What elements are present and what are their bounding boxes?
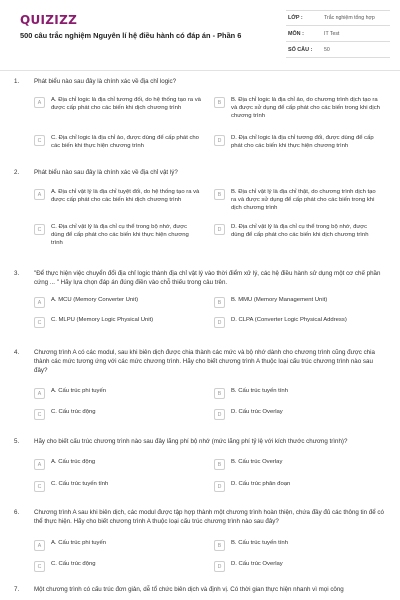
option-c[interactable] (34, 480, 204, 492)
question-number: 2. (14, 169, 20, 176)
option-b[interactable] (214, 387, 384, 399)
question-text: Phát biểu nào sau đây là chính xác về địa chỉ vật lý? (34, 169, 178, 176)
header-divider (0, 70, 400, 71)
option-b[interactable] (214, 296, 384, 308)
question-text: Chương trình A có các modul, sau khi biên dịch được chia thành các mức và bộ nhớ dành cho chương trình cũng được chia thành các mức tương ứng với các mức chương trình. Hãy cho biết chương trình A thuộc loại cấu trúc chương trình nào sau đây? (34, 349, 375, 374)
option-text: C. Địa chỉ logic là địa chỉ ảo, được dùng để cấp phát cho các biến khi thực hiện chương trình (51, 135, 199, 149)
option-text: A. MCU (Memory Converter Unit) (51, 297, 139, 303)
option-c[interactable] (34, 134, 204, 150)
option-letter-box: B (214, 189, 225, 200)
meta-label: SỐ CÂU : (288, 46, 313, 53)
option-d[interactable] (214, 560, 384, 572)
option-letter-box: B (214, 97, 225, 108)
option-text: D. Cấu trúc Overlay (231, 409, 283, 415)
option-letter-box: B (214, 388, 225, 399)
quizizz-logo: QUIZIZZ (20, 13, 78, 27)
option-text: A. Địa chỉ logic là địa chỉ tương đối, do hệ thống tạo ra và được cấp phát cho các biến khi dịch chương trình (51, 97, 201, 111)
option-text: D. CLPA (Converter Logic Physical Address) (231, 317, 347, 323)
question-text: "Để thực hiện việc chuyển đổi địa chỉ logic thành địa chỉ vật lý vào thời điểm xử lý, các hệ điều hành sử dụng một cơ chế phần cứng ... " Hãy lựa chọn đáp án đúng điền vào chỗ thiếu trong câu trên. (34, 270, 381, 286)
option-a[interactable] (34, 539, 204, 551)
option-a[interactable] (34, 96, 204, 112)
option-text: A. Địa chỉ vật lý là địa chỉ tuyệt đối, do hệ thống tạo ra và được cấp phát cho các biến khi dịch chương trình (51, 189, 200, 203)
document-title: 500 câu trắc nghiệm Nguyên lí hệ điều hành có đáp án - Phần 6 (20, 31, 242, 40)
meta-label: MÔN : (288, 30, 304, 37)
question-text: Hãy cho biết cấu trúc chương trình nào sau đây lãng phí bộ nhớ (mức lãng phí tỷ lệ với kích thước chương trình)? (34, 438, 348, 445)
option-letter-box: A (34, 297, 45, 308)
meta-row-subject (286, 26, 390, 42)
option-text: D. Địa chỉ vật lý là địa chỉ cụ thể trong bộ nhớ, được dùng để cấp phát cho các biến khi dịch chương trình (231, 224, 369, 238)
option-text: B. Địa chỉ vật lý là địa chỉ thật, do chương trình dịch tạo ra và được sử dụng để cấp phát cho các biến trong khi dịch chương trình (231, 189, 376, 211)
option-letter-box: C (34, 135, 45, 146)
option-letter-box: A (34, 459, 45, 470)
option-d[interactable] (214, 223, 384, 239)
question-number: 3. (14, 270, 20, 277)
option-b[interactable] (214, 188, 384, 212)
option-letter-box: C (34, 317, 45, 328)
meta-value: 50 (324, 46, 330, 53)
option-letter-box: D (214, 561, 225, 572)
question-text: Phát biểu nào sau đây là chính xác về địa chỉ logic? (34, 78, 177, 85)
meta-row-count (286, 42, 390, 58)
question-number: 5. (14, 438, 20, 445)
option-letter-box: D (214, 317, 225, 328)
option-text: D. Địa chỉ logic là địa chỉ tương đối, được dùng để cấp phát cho các biến khi thực hiện chương trình (231, 135, 374, 149)
option-text: C. Cấu trúc động (51, 561, 96, 567)
option-letter-box: A (34, 540, 45, 551)
option-letter-box: D (214, 224, 225, 235)
question-text: Chương trình A sau khi biên dịch, các modul được tập hợp thành một chương trình hoàn thiện, chứa đầy đủ các thông tin để có thể thực hiện. Hãy cho biết chương trình A thuộc loại cấu trúc chương trình nào sau đây? (34, 509, 384, 525)
question-number: 1. (14, 78, 20, 85)
option-d[interactable] (214, 134, 384, 150)
document-header (0, 0, 400, 68)
option-letter-box: B (214, 297, 225, 308)
option-a[interactable] (34, 296, 204, 308)
meta-value: Trắc nghiệm tổng hợp (324, 15, 375, 21)
option-c[interactable] (34, 408, 204, 420)
option-text: B. MMU (Memory Management Unit) (231, 297, 328, 303)
option-letter-box: C (34, 481, 45, 492)
meta-value: IT Test (324, 30, 340, 37)
option-b[interactable] (214, 539, 384, 551)
option-letter-box: D (214, 409, 225, 420)
meta-row-class (286, 10, 390, 26)
option-text: B. Cấu trúc tuyến tính (231, 388, 288, 394)
option-text: C. Cấu trúc động (51, 409, 96, 415)
option-letter-box: B (214, 459, 225, 470)
option-a[interactable] (34, 458, 204, 470)
option-b[interactable] (214, 458, 384, 470)
option-d[interactable] (214, 408, 384, 420)
option-text: C. Cấu trúc tuyến tính (51, 481, 109, 487)
option-d[interactable] (214, 316, 384, 328)
option-a[interactable] (34, 188, 204, 204)
question-number: 6. (14, 509, 20, 516)
meta-label: LỚP : (288, 15, 303, 21)
option-letter-box: C (34, 409, 45, 420)
option-letter-box: D (214, 481, 225, 492)
option-text: A. Cấu trúc phi tuyến (51, 388, 107, 394)
option-letter-box: A (34, 388, 45, 399)
option-letter-box: B (214, 540, 225, 551)
option-text: C. MLPU (Memory Logic Physical Unit) (51, 317, 154, 323)
question-text: Một chương trình có cấu trúc đơn giản, dễ tổ chức biên dịch và định vị. Có thời gian thực hiện nhanh vì mọi công (34, 586, 344, 593)
option-text: D. Cấu trúc phân đoạn (231, 481, 291, 487)
option-letter-box: C (34, 224, 45, 235)
option-text: B. Cấu trúc Overlay (231, 459, 283, 465)
option-letter-box: C (34, 561, 45, 572)
option-c[interactable] (34, 560, 204, 572)
option-a[interactable] (34, 387, 204, 399)
option-letter-box: A (34, 97, 45, 108)
option-d[interactable] (214, 480, 384, 492)
option-text: A. Cấu trúc phi tuyến (51, 540, 107, 546)
option-text: B. Cấu trúc tuyến tính (231, 540, 288, 546)
option-text: B. Địa chỉ logic là địa chỉ ảo, do chương trình dịch tạo ra và được sử dụng để cấp phát cho các biến trong khi dịch chương trình (231, 97, 380, 119)
option-letter-box: D (214, 135, 225, 146)
option-text: D. Cấu trúc Overlay (231, 561, 283, 567)
option-c[interactable] (34, 223, 204, 247)
option-c[interactable] (34, 316, 204, 328)
option-text: A. Cấu trúc động (51, 459, 96, 465)
question-number: 4. (14, 349, 20, 356)
option-letter-box: A (34, 189, 45, 200)
question-number: 7. (14, 586, 20, 593)
option-text: C. Địa chỉ vật lý là địa chỉ cụ thể trong bộ nhớ, được dùng để cấp phát cho các biến khi thực hiện chương trình (51, 224, 189, 246)
option-b[interactable] (214, 96, 384, 120)
meta-table (286, 10, 390, 58)
